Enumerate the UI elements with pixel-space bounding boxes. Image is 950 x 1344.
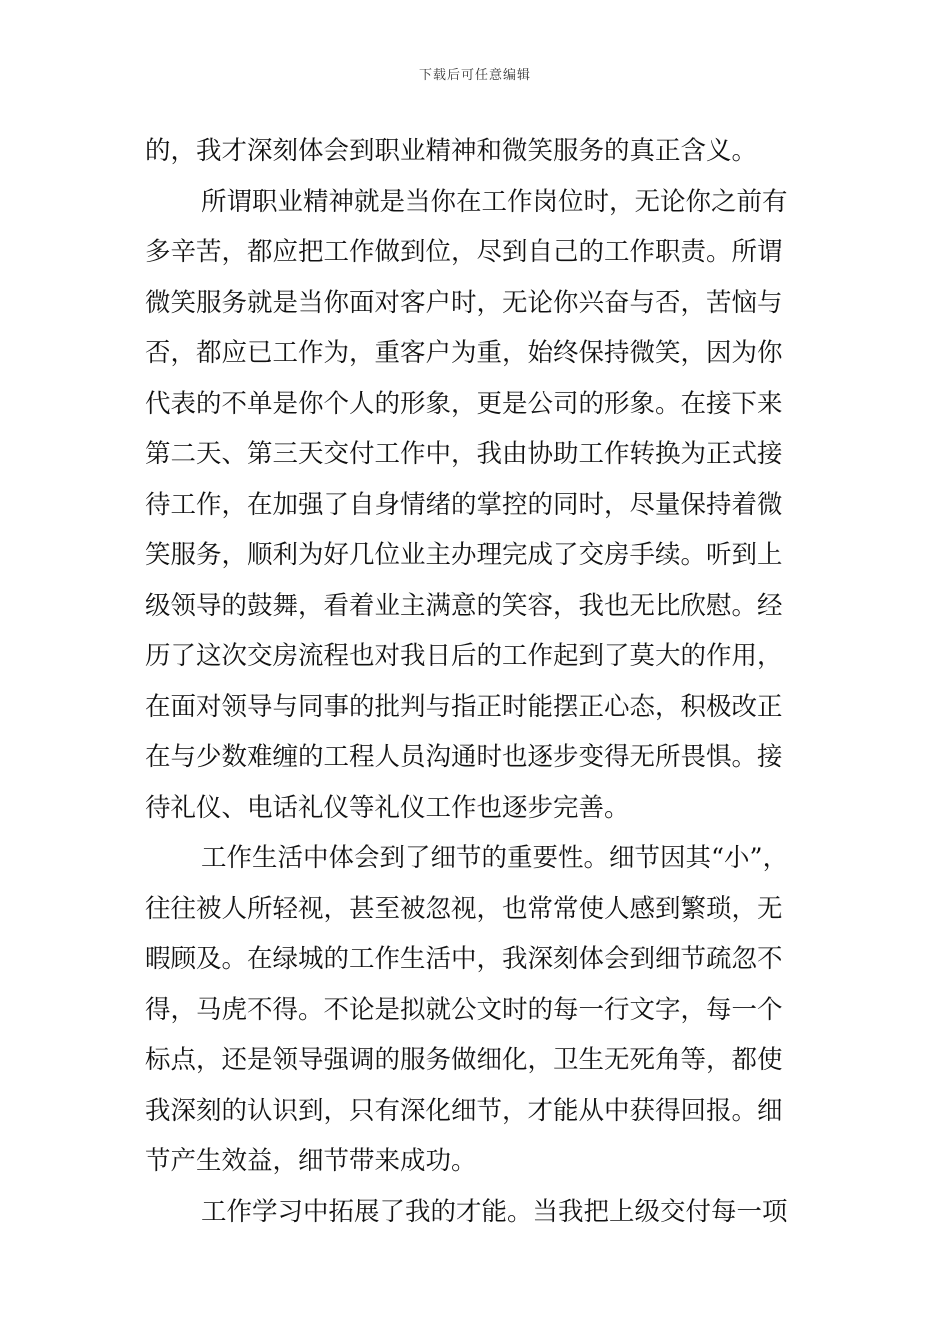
text-line: 工作学习中拓展了我的才能。当我把上级交付每一项 [201, 1196, 788, 1227]
paragraph-4 [145, 1187, 810, 1238]
text-line: 代表的不单是你个人的形象，更是公司的形象。在接下来 [145, 388, 783, 419]
text-line: 节产生效益，细节带来成功。 [145, 1146, 477, 1176]
text-line: 往往被人所轻视，甚至被忽视，也常常使人感到繁琐，无 [145, 893, 783, 924]
text-line: 的，我才深刻体会到职业精神和微笑服务的真正含义。 [145, 136, 758, 166]
text-line: 暇顾及。在绿城的工作生活中，我深刻体会到细节疏忽不 [145, 944, 783, 974]
text-line: 在面对领导与同事的批判与指正时能摆正心态，积极改正 [145, 691, 783, 722]
text-line: 在与少数难缠的工程人员沟通时也逐步变得无所畏惧。接 [145, 742, 783, 772]
text-line: 得，马虎不得。不论是拟就公文时的每一行文字，每一个 [145, 994, 783, 1025]
paragraph-3 [145, 833, 810, 1187]
text-line: 标点，还是领导强调的服务做细化，卫生无死角等，都使 [145, 1045, 783, 1075]
text-line: 所谓职业精神就是当你在工作岗位时，无论你之前有 [201, 186, 788, 217]
text-line: 否，都应已工作为，重客户为重，始终保持微笑，因为你 [145, 338, 783, 368]
document-body [145, 126, 810, 1237]
text-line: 我深刻的认识到，只有深化细节，才能从中获得回报。细 [145, 1095, 783, 1126]
text-line: 待礼仪、电话礼仪等礼仪工作也逐步完善。 [145, 792, 630, 823]
text-line: 多辛苦，都应把工作做到位，尽到自己的工作职责。所谓 [145, 237, 783, 267]
paragraph-2 [145, 177, 810, 834]
text-line: 历了这次交房流程也对我日后的工作起到了莫大的作用， [145, 641, 783, 671]
text-line: 级领导的鼓舞，看着业主满意的笑容，我也无比欣慰。经 [145, 590, 783, 621]
text-line: 待工作，在加强了自身情绪的掌控的同时，尽量保持着微 [145, 489, 783, 520]
text-line: 微笑服务就是当你面对客户时，无论你兴奋与否，苦恼与 [145, 287, 783, 318]
text-line: 第二天、第三天交付工作中，我由协助工作转换为正式接 [145, 439, 783, 469]
page-header: 下载后可任意编辑 [418, 68, 531, 83]
paragraph-1 [145, 126, 810, 177]
text-line: 笑服务，顺利为好几位业主办理完成了交房手续。听到上 [145, 540, 783, 570]
text-line: 工作生活中体会到了细节的重要性。细节因其“小”， [201, 843, 789, 873]
